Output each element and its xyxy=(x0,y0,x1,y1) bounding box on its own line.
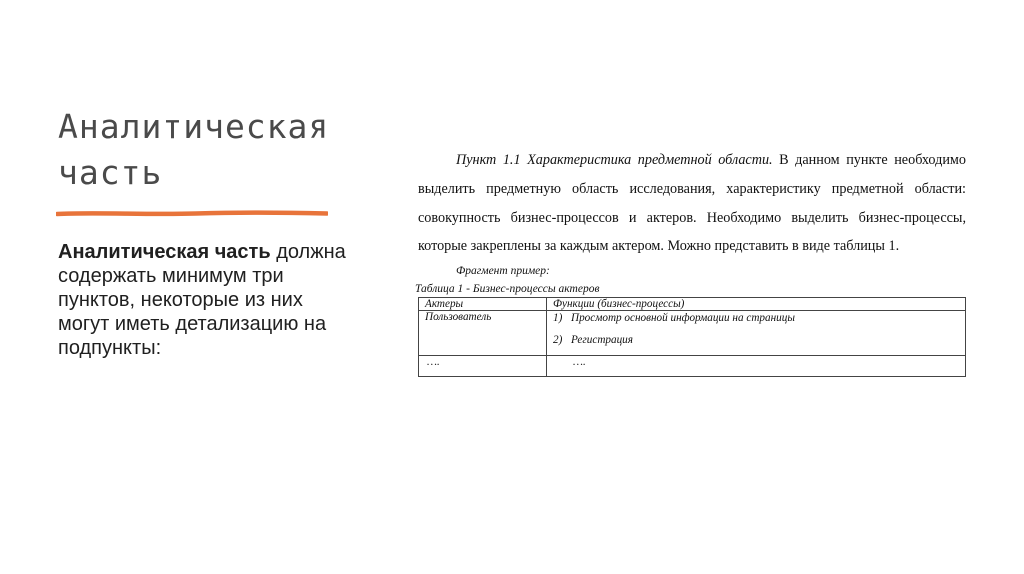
slide-body-text xyxy=(58,240,348,360)
function-number: 2) xyxy=(553,334,563,347)
table-cell-actor: Пользователь xyxy=(419,311,547,356)
table-row xyxy=(419,311,966,356)
body-bold-text: Аналитическая часть xyxy=(58,241,271,263)
table-cell-functions xyxy=(547,311,966,356)
table-row xyxy=(419,356,966,377)
table-cell-actor: …. xyxy=(419,356,547,377)
table-caption: Таблица 1 - Бизнес-процессы актеров xyxy=(415,283,600,296)
table-header-functions: Функции (бизнес-процессы) xyxy=(547,298,966,311)
paragraph-heading: Пункт 1.1 Характеристика предметной области. xyxy=(456,152,773,168)
fragment-label: Фрагмент пример: xyxy=(456,265,550,278)
body-regular-text: должна содержать минимум три пунктов, некоторые из них могут иметь детализацию на подпункты: xyxy=(58,241,346,359)
function-item xyxy=(553,311,959,325)
document-paragraph xyxy=(418,146,966,261)
paragraph-text: В данном пункте необходимо выделить предметную область исследования, характеристику предметной области: совокупность бизнес-процессов и актеров. Необходимо выделить бизнес-процессы, которые закреплены за каждым актером. Можно представить в виде таблицы 1. xyxy=(418,152,966,255)
function-item xyxy=(553,333,959,347)
title-underline xyxy=(56,210,328,217)
function-text: Регистрация xyxy=(571,334,633,347)
table-header-row xyxy=(419,298,966,311)
slide-title: Аналитическая часть xyxy=(58,107,330,192)
function-number: 1) xyxy=(553,312,563,325)
document-excerpt xyxy=(415,146,966,377)
actors-table xyxy=(418,297,966,377)
table-header-actors: Актеры xyxy=(419,298,547,311)
table-cell-functions: …. xyxy=(547,356,966,377)
function-text: Просмотр основной информации на страницы xyxy=(571,312,795,325)
